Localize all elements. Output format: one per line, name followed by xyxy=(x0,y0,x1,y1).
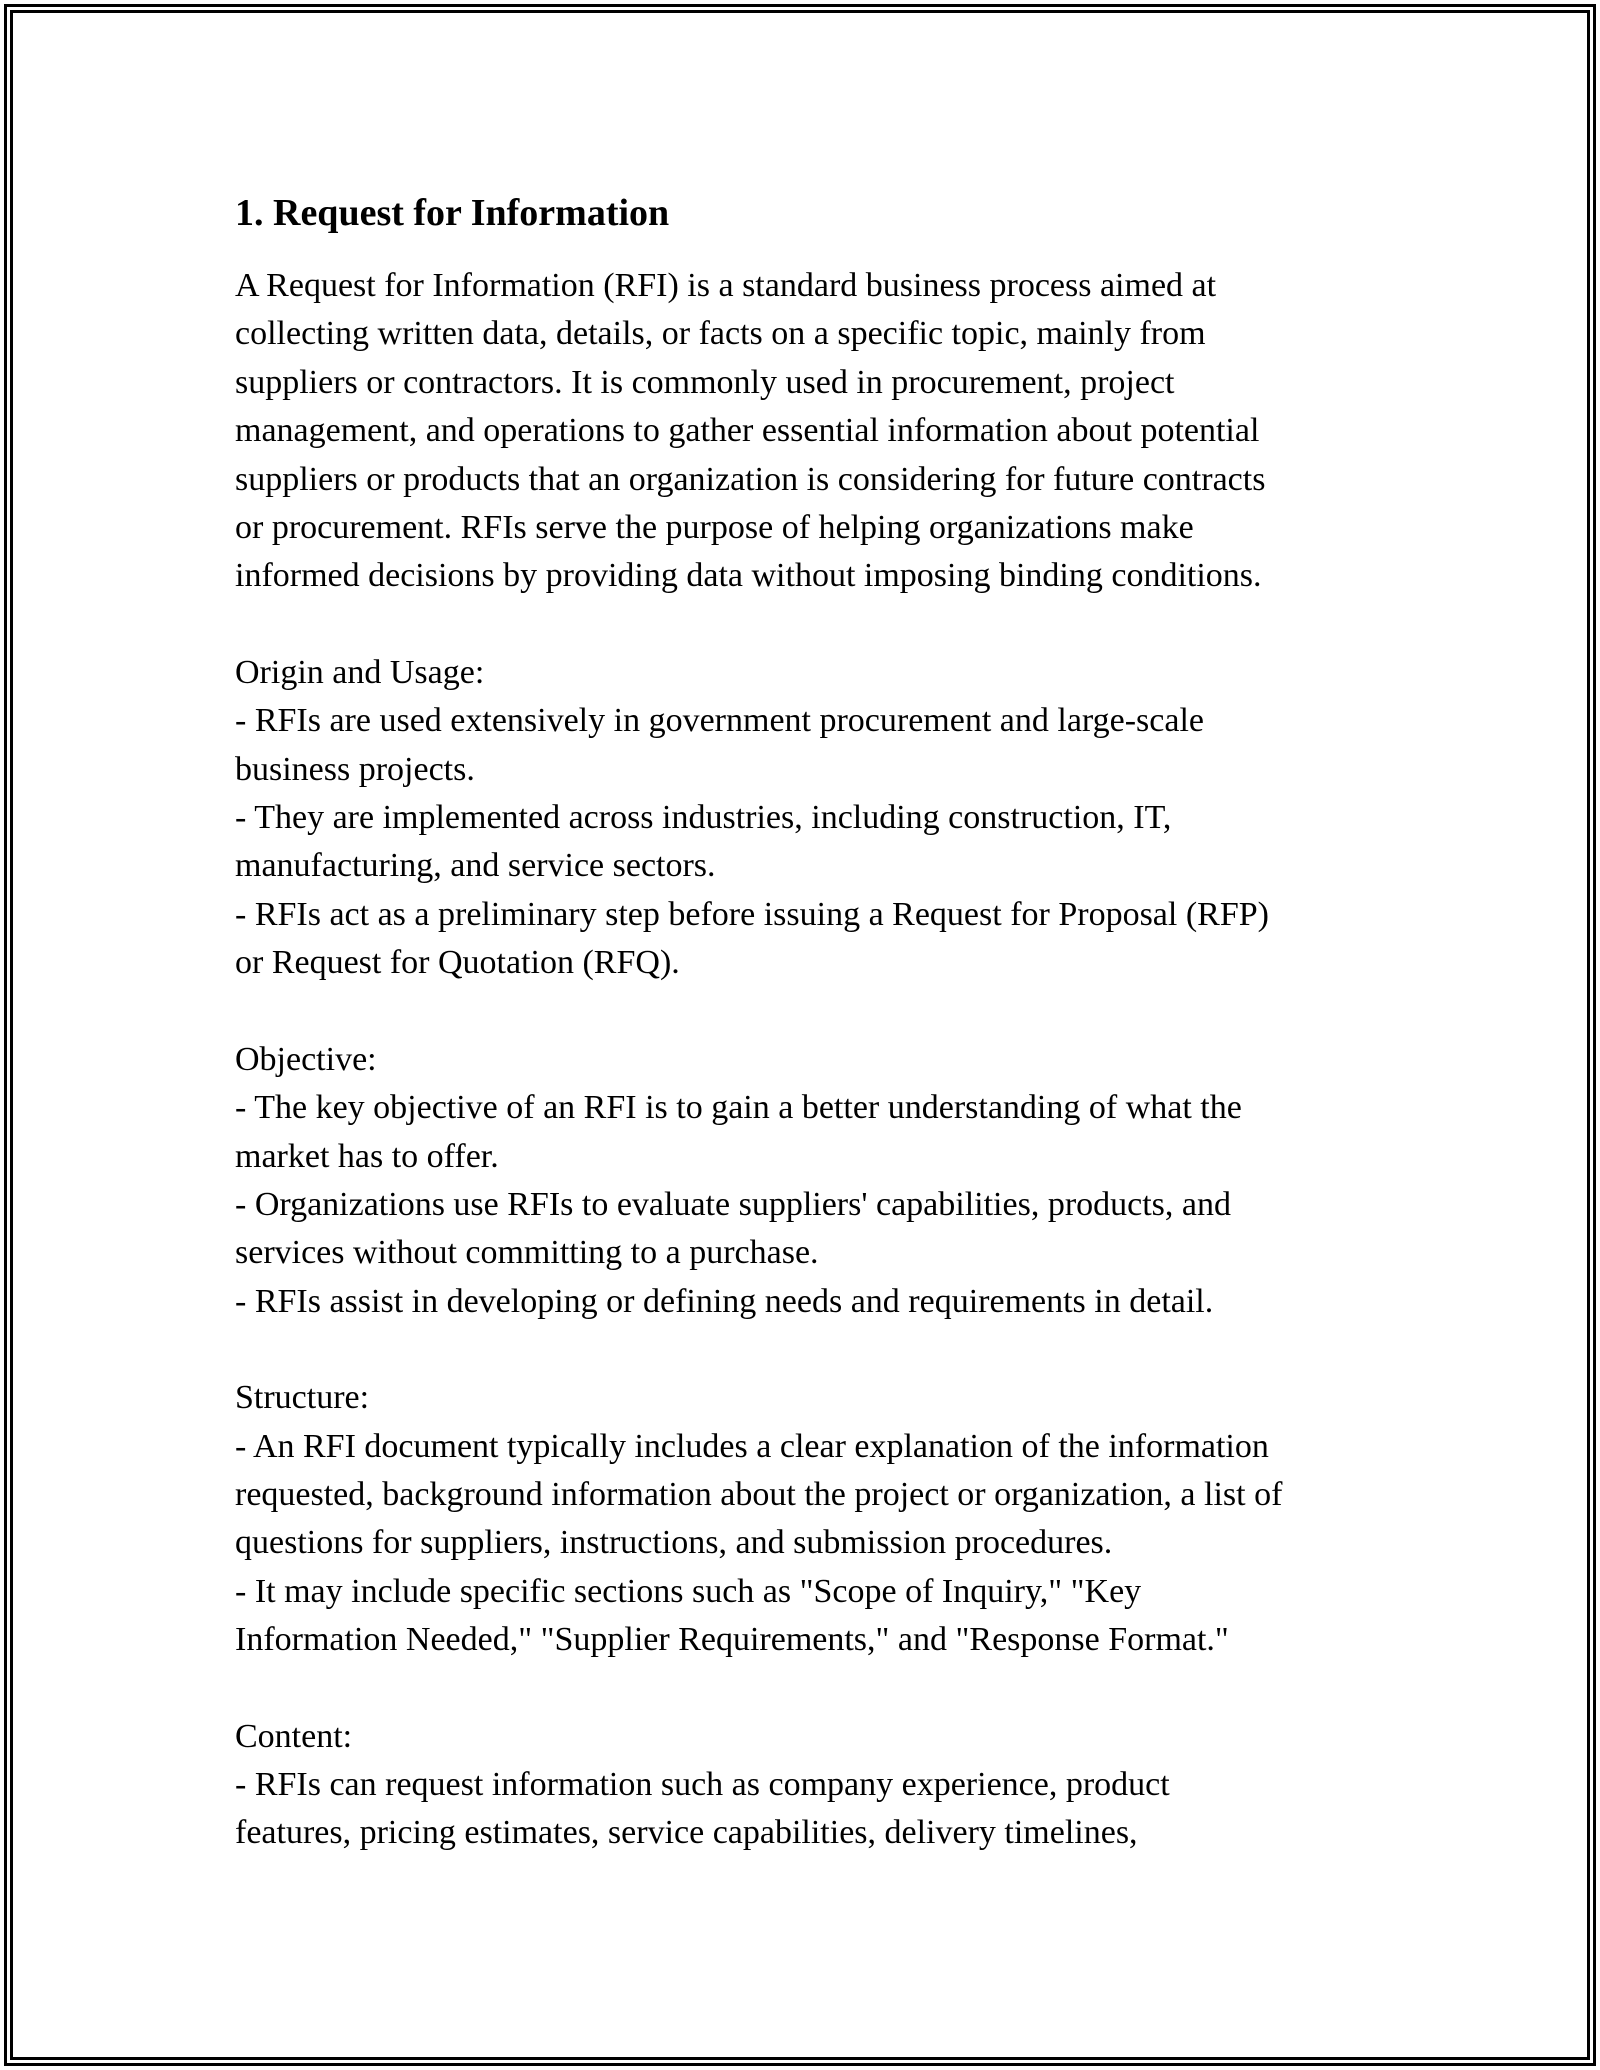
paragraph-line: suppliers or products that an organization is considering for future contracts xyxy=(235,460,1266,498)
bullet-line: questions for suppliers, instructions, and submission procedures. xyxy=(235,1524,1113,1562)
paragraph-line: management, and operations to gather essential information about potential xyxy=(235,412,1260,450)
bullet-line: - The key objective of an RFI is to gain a better understanding of what the xyxy=(235,1089,1242,1127)
section-heading: Structure: xyxy=(235,1379,370,1417)
bullet-line: manufacturing, and service sectors. xyxy=(235,847,716,885)
bullet-line: - RFIs act as a preliminary step before issuing a Request for Proposal (RFP) xyxy=(235,895,1269,933)
section-heading: Content: xyxy=(235,1717,353,1755)
paragraph-line: informed decisions by providing data without imposing binding conditions. xyxy=(235,557,1262,595)
paragraph-line: suppliers or contractors. It is commonly used in procurement, project xyxy=(235,363,1175,401)
bullet-line: - RFIs are used extensively in government procurement and large-scale xyxy=(235,702,1204,740)
bullet-line: - RFIs assist in developing or defining needs and requirements in detail. xyxy=(235,1282,1214,1320)
objective-section xyxy=(235,1036,1385,1326)
bullet-line: - Organizations use RFIs to evaluate suppliers' capabilities, products, and xyxy=(235,1185,1231,1223)
bullet-line: services without committing to a purchase. xyxy=(235,1234,819,1272)
bullet-line: - It may include specific sections such as "Scope of Inquiry," "Key xyxy=(235,1572,1142,1610)
paragraph-line: or procurement. RFIs serve the purpose of helping organizations make xyxy=(235,509,1194,547)
paragraph-line: collecting written data, details, or facts on a specific topic, mainly from xyxy=(235,315,1206,353)
section-heading: Objective: xyxy=(235,1040,377,1078)
content-section xyxy=(235,1713,1385,1858)
paragraph-line: A Request for Information (RFI) is a standard business process aimed at xyxy=(235,267,1217,304)
bullet-line: market has to offer. xyxy=(235,1137,499,1175)
bullet-line: features, pricing estimates, service capabilities, delivery timelines, xyxy=(235,1814,1138,1852)
bullet-line: requested, background information about the project or organization, a list of xyxy=(235,1475,1283,1513)
bullet-line: - They are implemented across industries, including construction, IT, xyxy=(235,799,1172,837)
bullet-line: - An RFI document typically includes a clear explanation of the information xyxy=(235,1427,1269,1465)
origin-usage-section xyxy=(235,649,1385,988)
intro-paragraph xyxy=(235,262,1385,601)
structure-section xyxy=(235,1374,1385,1664)
document-body xyxy=(235,188,1385,1858)
bullet-line: Information Needed," "Supplier Requirements," and "Response Format." xyxy=(235,1621,1229,1659)
page-title: 1. Request for Information xyxy=(235,192,670,234)
bullet-line: or Request for Quotation (RFQ). xyxy=(235,944,680,982)
section-heading: Origin and Usage: xyxy=(235,653,485,691)
bullet-line: business projects. xyxy=(235,750,475,788)
bullet-line: - RFIs can request information such as company experience, product xyxy=(235,1765,1170,1803)
